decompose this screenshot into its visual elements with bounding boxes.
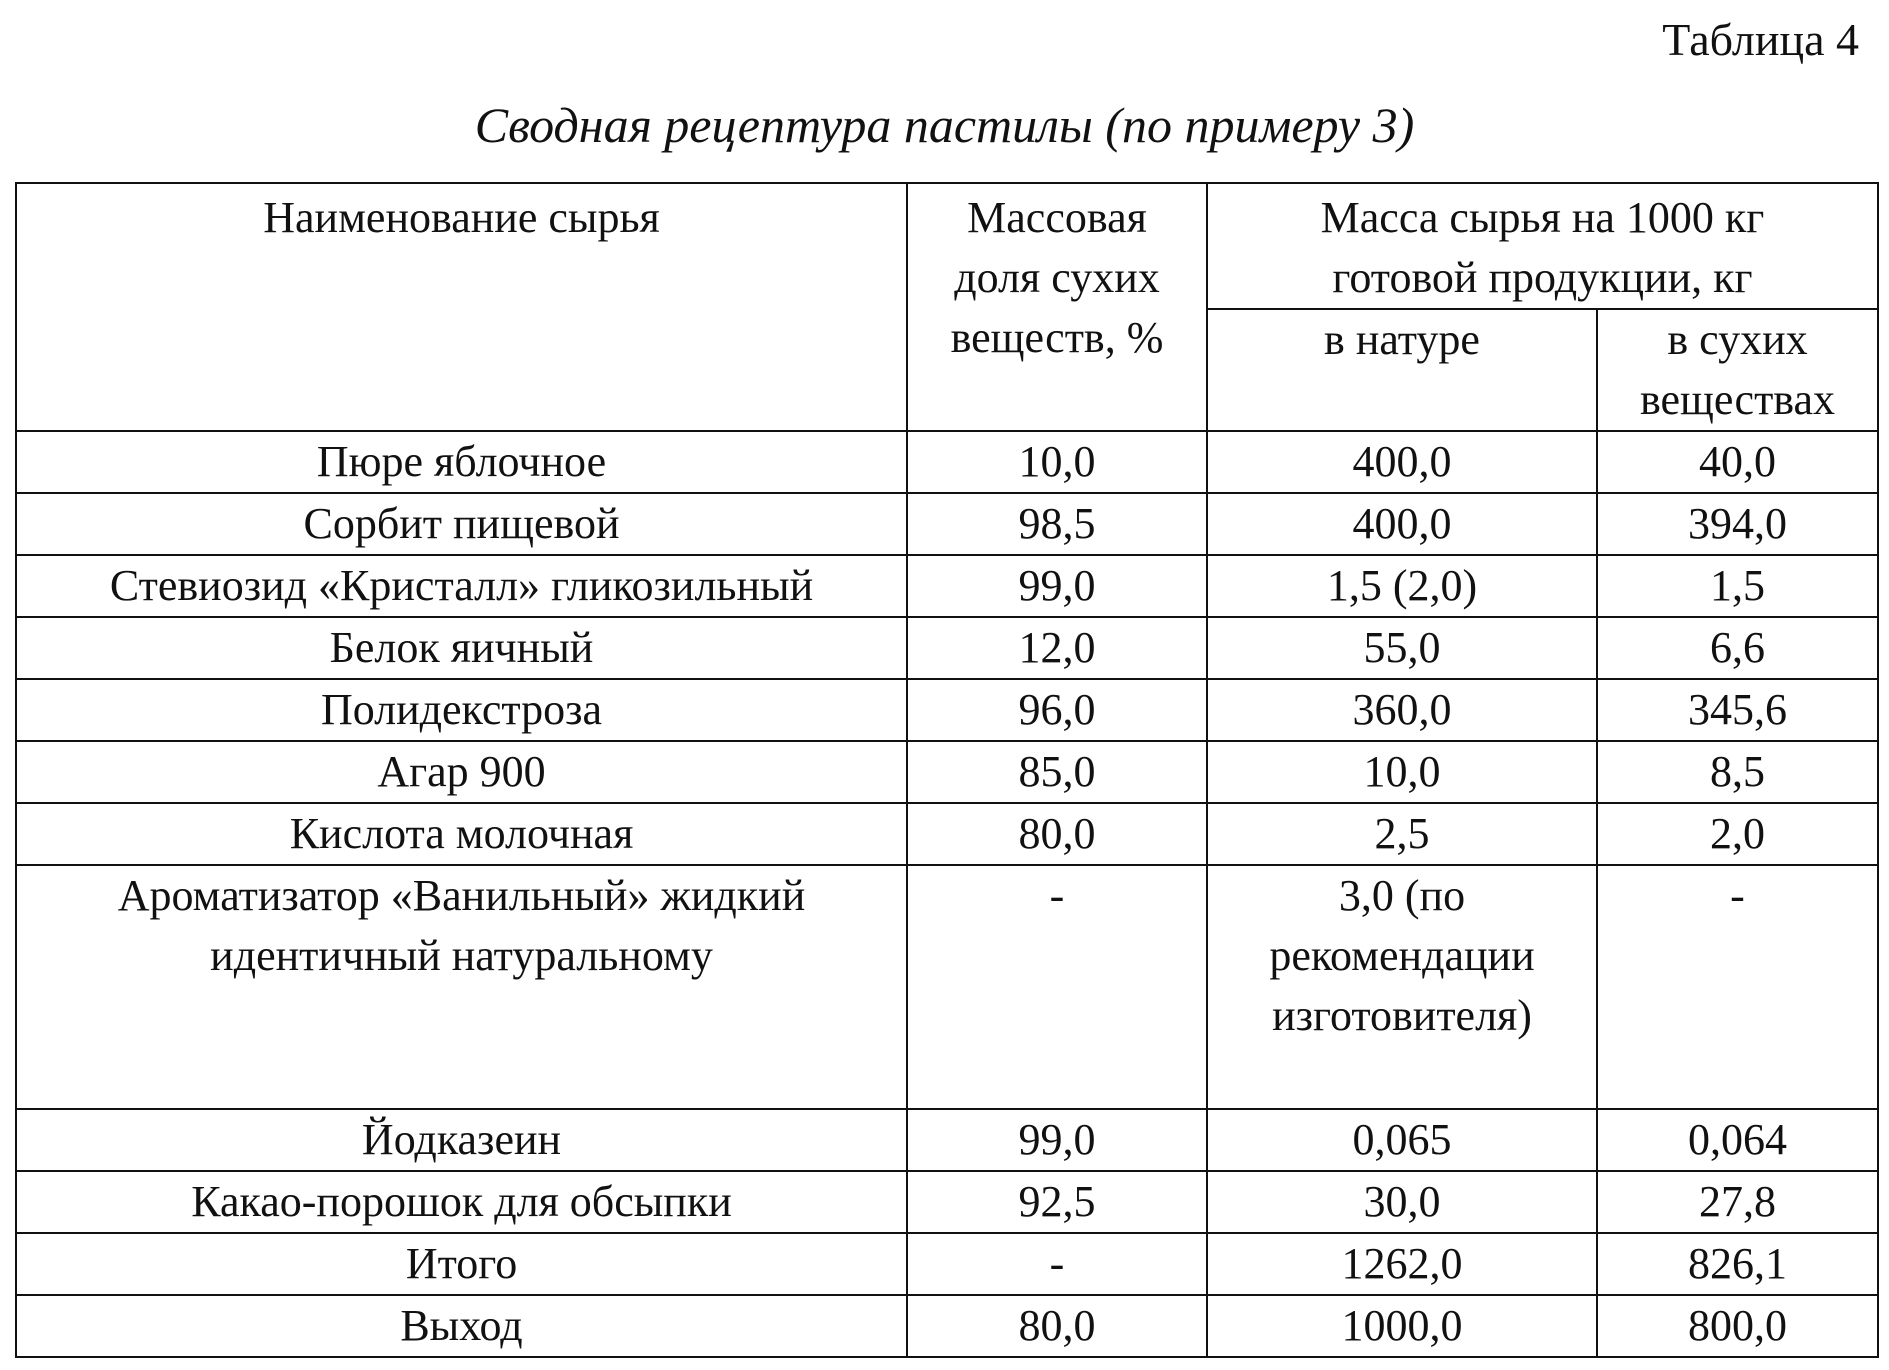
cell-natural: 1000,0 — [1207, 1295, 1597, 1357]
cell-name: Агар 900 — [16, 741, 907, 803]
header-dry — [1597, 309, 1878, 431]
cell-fraction: 10,0 — [907, 431, 1207, 493]
cell-name: Кислота молочная — [16, 803, 907, 865]
cell-natural: 0,065 — [1207, 1109, 1597, 1171]
cell-natural: 30,0 — [1207, 1171, 1597, 1233]
table-row — [16, 803, 1878, 865]
table-row — [16, 741, 1878, 803]
cell-fraction: - — [907, 1233, 1207, 1295]
cell-fraction: 85,0 — [907, 741, 1207, 803]
table-row — [16, 865, 1878, 1109]
cell-natural: 2,5 — [1207, 803, 1597, 865]
cell-dry: 40,0 — [1597, 431, 1878, 493]
cell-natural: 400,0 — [1207, 493, 1597, 555]
header-dry-fraction — [907, 183, 1207, 431]
cell-name: Стевиозид «Кристалл» гликозильный — [16, 555, 907, 617]
table-number: Таблица 4 — [1662, 14, 1859, 65]
header-natural-label: в натуре — [1324, 315, 1480, 364]
cell-name: Сорбит пищевой — [16, 493, 907, 555]
table-row — [16, 493, 1878, 555]
cell-natural: 10,0 — [1207, 741, 1597, 803]
table-row-yield — [16, 1295, 1878, 1357]
cell-natural: 1,5 (2,0) — [1207, 555, 1597, 617]
cell-name: Итого — [16, 1233, 907, 1295]
cell-fraction: 80,0 — [907, 803, 1207, 865]
cell-fraction: 99,0 — [907, 1109, 1207, 1171]
cell-natural: 360,0 — [1207, 679, 1597, 741]
cell-dry: 2,0 — [1597, 803, 1878, 865]
table-row — [16, 1171, 1878, 1233]
cell-dry: 1,5 — [1597, 555, 1878, 617]
cell-natural: 3,0 (по рекомендации изготовителя) — [1207, 865, 1597, 1109]
cell-name: Какао-порошок для обсыпки — [16, 1171, 907, 1233]
cell-natural: 1262,0 — [1207, 1233, 1597, 1295]
cell-fraction: - — [907, 865, 1207, 1109]
header-mass-group — [1207, 183, 1878, 309]
cell-name: Ароматизатор «Ванильный» жидкий идентичный натуральному — [16, 865, 907, 1109]
cell-dry: 345,6 — [1597, 679, 1878, 741]
cell-dry: 800,0 — [1597, 1295, 1878, 1357]
cell-fraction: 98,5 — [907, 493, 1207, 555]
cell-name: Полидекстроза — [16, 679, 907, 741]
cell-natural: 400,0 — [1207, 431, 1597, 493]
header-dry-fraction-label: Массовая доля сухих веществ, % — [950, 193, 1164, 362]
cell-natural: 55,0 — [1207, 617, 1597, 679]
header-dry-label: в сухих веществах — [1639, 315, 1836, 424]
table-title: Сводная рецептура пастилы (по примеру 3) — [474, 97, 1415, 153]
header-mass-group-label: Масса сырья на 1000 кг готовой продукции, кг — [1320, 193, 1765, 302]
cell-name: Йодказеин — [16, 1109, 907, 1171]
cell-name: Пюре яблочное — [16, 431, 907, 493]
cell-dry: 8,5 — [1597, 741, 1878, 803]
table-row — [16, 555, 1878, 617]
cell-dry: 27,8 — [1597, 1171, 1878, 1233]
cell-fraction: 92,5 — [907, 1171, 1207, 1233]
cell-dry: 0,064 — [1597, 1109, 1878, 1171]
header-name-label: Наименование сырья — [263, 193, 660, 242]
recipe-table — [15, 182, 1879, 1358]
header-name — [16, 183, 907, 431]
cell-dry: 6,6 — [1597, 617, 1878, 679]
header-row — [16, 183, 1878, 309]
cell-fraction: 99,0 — [907, 555, 1207, 617]
cell-fraction: 12,0 — [907, 617, 1207, 679]
cell-fraction: 96,0 — [907, 679, 1207, 741]
table-row-total — [16, 1233, 1878, 1295]
cell-name: Выход — [16, 1295, 907, 1357]
cell-dry: 826,1 — [1597, 1233, 1878, 1295]
cell-dry: 394,0 — [1597, 493, 1878, 555]
cell-dry: - — [1597, 865, 1878, 1109]
cell-name: Белок яичный — [16, 617, 907, 679]
header-natural — [1207, 309, 1597, 431]
cell-fraction: 80,0 — [907, 1295, 1207, 1357]
table-row — [16, 431, 1878, 493]
table-row — [16, 679, 1878, 741]
table-row — [16, 617, 1878, 679]
table-row — [16, 1109, 1878, 1171]
